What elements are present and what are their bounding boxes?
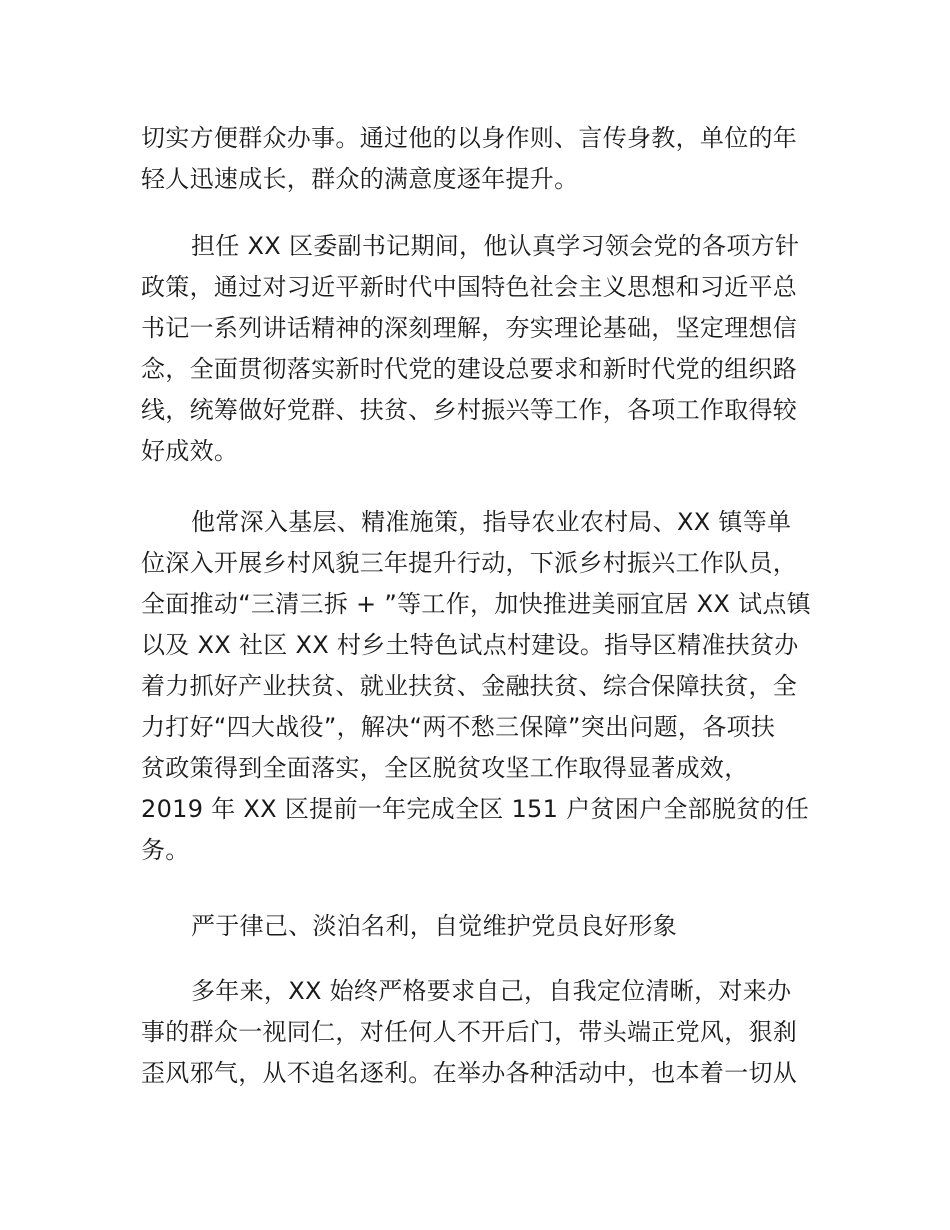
text-line: 好成效。 <box>141 437 239 465</box>
text-line: 歪风邪气，从不追名逐利。在举办各种活动中，也本着一切从 <box>141 1059 798 1087</box>
section-heading: 严于律己、淡泊名利，自觉维护党员良好形象 <box>191 912 677 940</box>
text-line: 2019 年 XX 区提前一年完成全区 151 户贫困户全部脱贫的任 <box>141 795 810 823</box>
paragraph-2 <box>141 226 813 472</box>
section-heading-container <box>141 906 813 947</box>
text-line: 务。 <box>141 836 190 864</box>
text-line: 政策，通过对习近平新时代中国特色社会主义思想和习近平总 <box>141 273 798 301</box>
text-line: 事的群众一视同仁，对任何人不开后门，带头端正党风，狠刹 <box>141 1018 798 1046</box>
text-line: 着力抓好产业扶贫、就业扶贫、金融扶贫、综合保障扶贫，全 <box>141 672 798 700</box>
text-line: 轻人迅速成长，群众的满意度逐年提升。 <box>141 165 579 193</box>
text-line: 他常深入基层、精准施策，指导农业农村局、XX 镇等单 <box>191 508 792 536</box>
text-line: 全面推动“三清三拆 + ”等工作，加快推进美丽宜居 XX 试点镇 <box>141 590 811 618</box>
text-line: 多年来，XX 始终严格要求自己，自我定位清晰，对来办 <box>191 977 792 1005</box>
text-line: 线，统筹做好党群、扶贫、乡村振兴等工作，各项工作取得较 <box>141 396 798 424</box>
text-line: 担任 XX 区委副书记期间，他认真学习领会党的各项方针 <box>191 232 800 260</box>
text-line: 书记一系列讲话精神的深刻理解，夯实理论基础，坚定理想信 <box>141 314 798 342</box>
text-line: 切实方便群众办事。通过他的以身作则、言传身教，单位的年 <box>141 124 798 152</box>
text-line: 贫政策得到全面落实，全区脱贫攻坚工作取得显著成效， <box>141 754 749 782</box>
paragraph-4 <box>141 971 813 1094</box>
paragraph-1 <box>141 118 813 200</box>
paragraph-3 <box>141 502 813 871</box>
text-line: 位深入开展乡村风貌三年提升行动，下派乡村振兴工作队员， <box>141 549 798 577</box>
text-line: 力打好“四大战役”，解决“两不愁三保障”突出问题，各项扶 <box>141 713 776 741</box>
text-line: 以及 XX 社区 XX 村乡土特色试点村建设。指导区精准扶贫办 <box>141 631 799 659</box>
text-line: 念，全面贯彻落实新时代党的建设总要求和新时代党的组织路 <box>141 355 798 383</box>
